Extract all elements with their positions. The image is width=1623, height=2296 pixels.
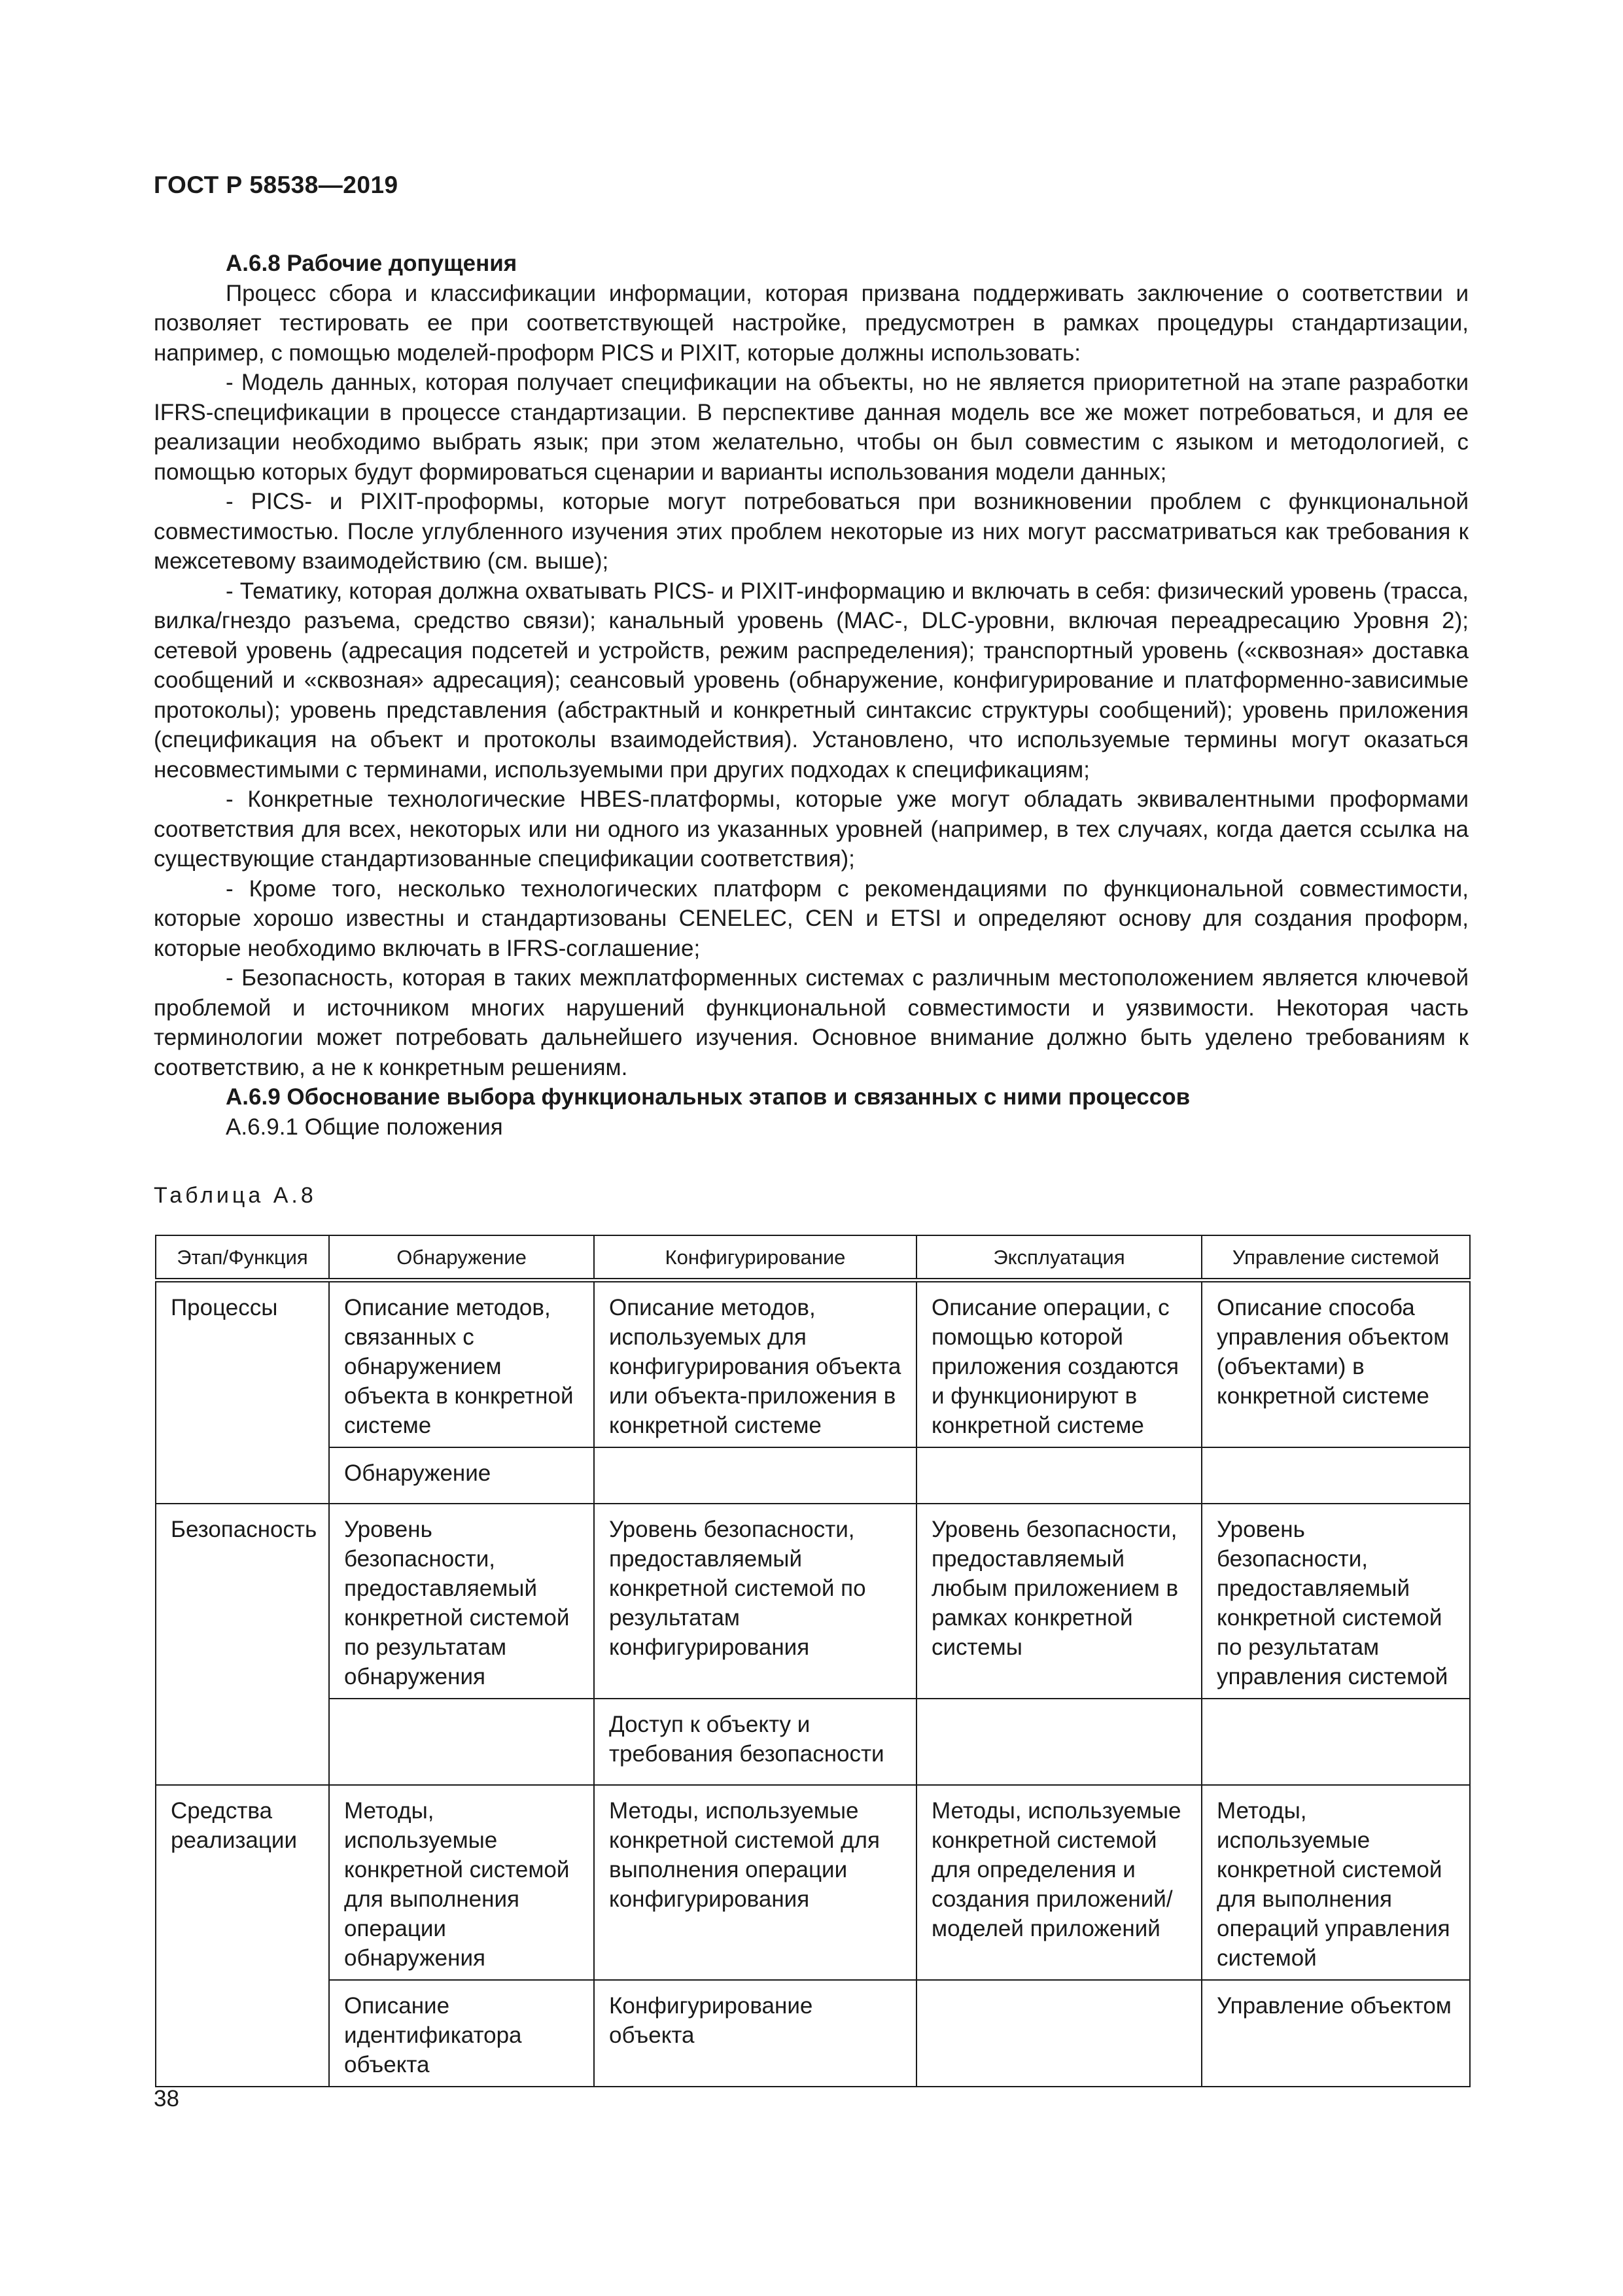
table-subrow-processes	[156, 1447, 1470, 1504]
table-cell: Описание операции, с помощью которой приложения создаются и функционируют в конкретной системе	[916, 1280, 1202, 1448]
table-cell: Методы, используемые конкретной системой для выполнения операции конфигурирования	[594, 1785, 916, 1980]
table-cell	[916, 1980, 1202, 2087]
header-system-management: Управление системой	[1202, 1235, 1470, 1280]
list-item-security: - Безопасность, которая в таких межплатформенных системах с различным местоположением является ключевой проблемой и источником многих нарушений функциональной совместимости и уязвимости. Некоторая часть терминологии может потребовать дальнейшего изучения. Основное внимание должно быть уделено требованиям к соответствию, а не к конкретным решениям.	[154, 965, 1469, 1080]
table-header-row	[156, 1235, 1470, 1280]
table-subrow-security	[156, 1699, 1470, 1785]
table-cell	[1202, 1447, 1470, 1504]
table-row-processes	[156, 1280, 1470, 1448]
table-cell: Методы, используемые конкретной системой для выполнения операций управления системой	[1202, 1785, 1470, 1980]
stages-table	[155, 1235, 1471, 2087]
document-code: ГОСТ Р 58538—2019	[154, 171, 398, 198]
table-cell: Уровень безопасности, предоставляемый любым приложением в рамках конкретной системы	[916, 1504, 1202, 1699]
header-discovery: Обнаружение	[329, 1235, 594, 1280]
header-configuration: Конфигурирование	[594, 1235, 916, 1280]
table-cell	[916, 1699, 1202, 1785]
body-text	[154, 249, 1469, 1142]
row-label-implementation: Средства реализации	[156, 1785, 329, 2087]
list-item-data-model: - Модель данных, которая получает спецификации на объекты, но не является приоритетной на этапе разработки IFRS-спецификации в процессе стандартизации. В перспективе данная модель все же может потребоваться, и для ее реализации необходимо выбрать язык; при этом желательно, чтобы он был совместим с языком и методологией, с помощью которых будут формироваться сценарии и варианты использования модели данных;	[154, 370, 1469, 485]
table-cell	[916, 1447, 1202, 1504]
table-subrow-implementation	[156, 1980, 1470, 2087]
table-row-security	[156, 1504, 1470, 1699]
section-heading-a-6-8: А.6.8 Рабочие допущения	[226, 251, 517, 276]
table-cell: Описание идентификатора объекта	[329, 1980, 594, 2087]
header-operation: Эксплуатация	[916, 1235, 1202, 1280]
section-heading-a-6-9: А.6.9 Обоснование выбора функциональных этапов и связанных с ними процессов	[226, 1084, 1191, 1110]
list-item-hbes-platforms: - Конкретные технологические HBES-платформы, которые уже могут обладать эквивалентными проформами соответствия для всех, некоторых или ни одного из указанных уровней (например, в тех случаях, когда дается ссылка на существующие стандартизованные спецификации соответствия);	[154, 786, 1469, 872]
table-cell: Уровень безопасности, предоставляемый конкретной системой по результатам обнаружения	[329, 1504, 594, 1699]
row-label-processes: Процессы	[156, 1280, 329, 1504]
table-cell: Описание способа управления объектом (объектами) в конкретной системе	[1202, 1280, 1470, 1448]
row-label-security: Безопасность	[156, 1504, 329, 1785]
table-cell	[1202, 1699, 1470, 1785]
page-number: 38	[154, 2086, 179, 2111]
table-cell: Описание методов, используемых для конфигурирования объекта или объекта-приложения в конкретной системе	[594, 1280, 916, 1448]
table-cell: Обнаружение	[329, 1447, 594, 1504]
table-cell: Уровень безопасности, предоставляемый конкретной системой по результатам конфигурирования	[594, 1504, 916, 1699]
table-cell: Доступ к объекту и требования безопасности	[594, 1699, 916, 1785]
table-row-implementation	[156, 1785, 1470, 1980]
table-caption: Таблица А.8	[154, 1183, 317, 1208]
list-item-pics-pixit: - PICS- и PIXIT-проформы, которые могут потребоваться при возникновении проблем с функциональной совместимостью. После углубленного изучения этих проблем некоторые из них могут рассматриваться как требования к межсетевому взаимодействию (см. выше);	[154, 489, 1469, 574]
table-cell	[329, 1699, 594, 1785]
subsection-heading-a-6-9-1: А.6.9.1 Общие положения	[226, 1114, 503, 1140]
table-cell	[594, 1447, 916, 1504]
table-cell: Управление объектом	[1202, 1980, 1470, 2087]
table-cell: Конфигурирование объекта	[594, 1980, 916, 2087]
table-cell: Методы, используемые конкретной системой для выполнения операции обнаружения	[329, 1785, 594, 1980]
header-stage-function: Этап/Функция	[156, 1235, 329, 1280]
paragraph-intro: Процесс сбора и классификации информации, которая призвана поддерживать заключение о соответствии и позволяет тестировать ее при соответствующей настройке, предусмотрен в рамках процедуры стандартизации, например, с помощью моделей-проформ PICS и PIXIT, которые должны использовать:	[154, 280, 1469, 366]
table-cell: Описание методов, связанных с обнаружением объекта в конкретной системе	[329, 1280, 594, 1448]
table-cell: Уровень безопасности, предоставляемый конкретной системой по результатам управления системой	[1202, 1504, 1470, 1699]
list-item-tech-platforms: - Кроме того, несколько технологических платформ с рекомендациями по функциональной совместимости, которые хорошо известны и стандартизованы CENELEC, CEN и ETSI и определяют основу для создания проформ, которые необходимо включать в IFRS-соглашение;	[154, 875, 1469, 961]
list-item-topics: - Тематику, которая должна охватывать PICS- и PIXIT-информацию и включать в себя: физический уровень (трасса, вилка/гнездо разъема, средство связи); канальный уровень (MAC-, DLC-уровни, включая переадресацию Уровня 2); сетевой уровень (адресация подсетей и устройств, режим распределения); транспортный уровень («сквозная» доставка сообщений и «сквозная» адресация); сеансовый уровень (обнаружение, конфигурирование и платформенно-зависимые протоколы); уровень представления (абстрактный и конкретный синтаксис структуры сообщений); уровень приложения (спецификация на объект и протоколы взаимодействия). Установлено, что используемые термины могут оказаться несовместимыми с терминами, используемыми при других подходах к спецификациям;	[154, 578, 1469, 783]
table-cell: Методы, используемые конкретной системой для определения и создания приложений/моделей приложений	[916, 1785, 1202, 1980]
